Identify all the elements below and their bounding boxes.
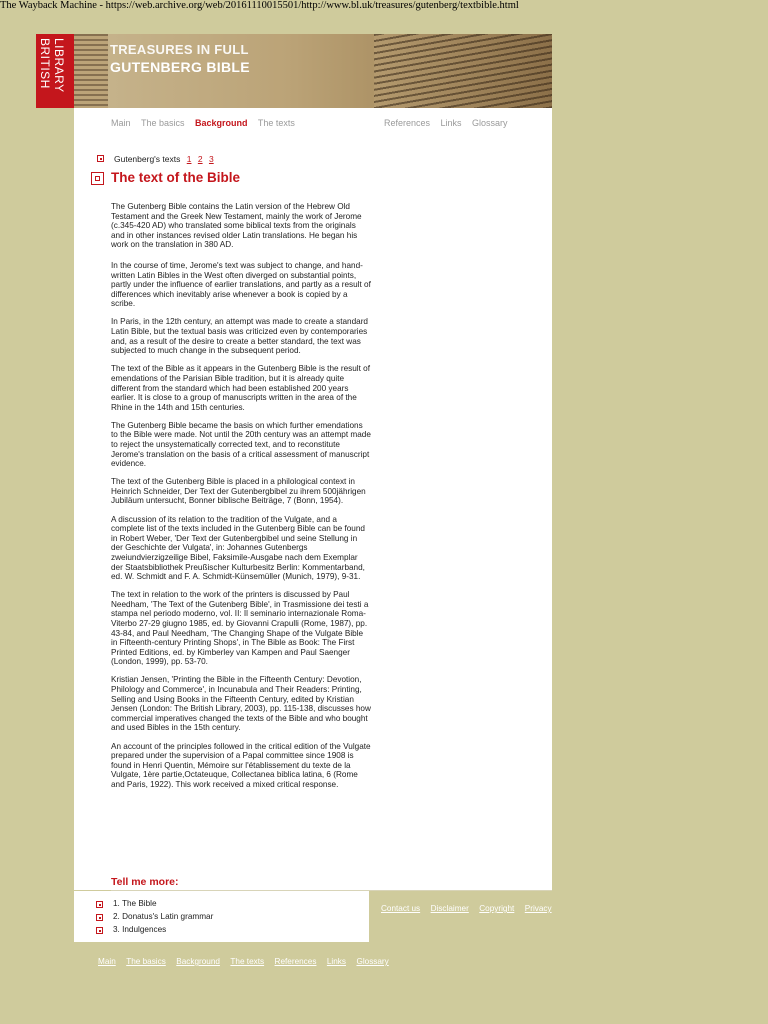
nav-the-basics[interactable]: The basics [140, 118, 185, 128]
nav-the-texts[interactable]: The texts [257, 118, 295, 128]
nav-references[interactable]: References [384, 118, 431, 128]
pager-link-3[interactable]: 3 [208, 154, 214, 164]
banner-manuscript-image [74, 34, 108, 108]
bottom-nav-references[interactable]: References [274, 957, 317, 966]
banner-title: GUTENBERG BIBLE [110, 59, 250, 75]
footer-links [381, 898, 558, 916]
nav-glossary[interactable]: Glossary [471, 118, 508, 128]
paragraph: A discussion of its relation to the tradition of the Vulgate, and a complete list of the texts included in the Gutenberg Bible can be found in Robert Weber, 'Der Text der Gutenbergbibel und seine Stellung in der Geschichte der Vulgata', in: Johannes Gutenbergs zweiundvierzigzeilige Bibel, Faksimile-Ausgabe nach dem Exemplar der Staatsbibliothek Preußischer Kulturbesitz Berlin: Kommentarband, ed. W. Schmidt and F. A. Schmidt-Künsemüller (Munich, 1979), 9-31. [111, 514, 365, 582]
bullet-box-icon [96, 927, 103, 934]
paragraph: The Gutenberg Bible became the basis on which further emendations to the Bible were made. Not until the 20th century was an attempt made to reject the unsystematically corrected text, and to reconstitute Jerome's translation on the basis of a critical assessment of manuscript evidence. [111, 420, 371, 469]
banner-bible-page-image [374, 34, 552, 108]
banner-subtitle: TREASURES IN FULL [110, 42, 249, 57]
bottom-nav-glossary[interactable]: Glossary [356, 957, 389, 966]
footer-disclaimer-link[interactable]: Disclaimer [430, 904, 469, 913]
bottom-nav [98, 951, 395, 969]
content-panel [74, 130, 552, 890]
footer-copyright-link[interactable]: Copyright [479, 904, 515, 913]
paragraph: The text in relation to the work of the printers is discussed by Paul Needham, 'The Text of the Gutenberg Bible', in Trasmissione dei testi a stampa nel periodo moderno, vol. II: Il seminario internazionale Roma-Viterbo 27-29 giugno 1985, ed. by Giovanni Crapulli (Rome, 1987), pp. 43-84, and Paul Needham, 'The Changing Shape of the Vulgate Bible in Fifteenth-century Printing Shops', in The Bible as Book: The First Printed Editions, ed. by Kimberley van Kampen and Paul Saenger (London, 1999), pp. 53-70. [111, 590, 369, 667]
bullet-box-icon [96, 914, 103, 921]
top-nav [74, 108, 552, 131]
footer-contact-link[interactable]: Contact us [381, 904, 421, 913]
bottom-nav-the-basics[interactable]: The basics [126, 957, 166, 966]
top-nav-primary [111, 113, 301, 131]
banner [74, 34, 552, 108]
section-pager-label: Gutenberg's texts [114, 154, 181, 164]
logo-line-library: LIBRARY [52, 38, 66, 93]
paragraph: In the course of time, Jerome's text was subject to change, and hand-written Latin Bibles in the West often diverged on substantial points, partly under the influence of earlier translations, and partly as a result of differences which inevitably arise whenever a book is copied by a scribe. [111, 260, 371, 309]
page-title: The text of the Bible [111, 170, 241, 185]
tell-me-more-heading: Tell me more: [111, 876, 179, 888]
nav-main[interactable]: Main [111, 118, 131, 128]
paragraph: The text of the Bible as it appears in the Gutenberg Bible is the result of emendations of the Parisian Bible tradition, but it is already quite different from the standard which had been established 200 years earlier. It is close to a group of manuscripts written in the area of the Rhine in the 14th and 15th centuries. [111, 364, 370, 412]
wayback-header: The Wayback Machine - https://web.archive.org/web/20161110015501/http://www.bl.uk/treasures/gutenberg/textbible.html [0, 0, 519, 11]
paragraph: An account of the principles followed in the critical edition of the Vulgate prepared under the supervision of a Papal committee since 1908 is found in Henri Quentin, Mémoire sur l'établissement du texte de la Vulgate, 1ère partie,Octateuque, Collectanea biblica latina, 6 (Rome and Paris, 1922). This work received a mixed critical response. [111, 741, 371, 789]
pager-link-2[interactable]: 2 [197, 154, 203, 164]
tell-more-link-donatus[interactable]: 2. Donatus's Latin grammar [113, 912, 214, 921]
footer-privacy-link[interactable]: Privacy [524, 904, 552, 913]
bullet-box-icon [97, 155, 104, 162]
paragraph: Kristian Jensen, 'Printing the Bible in the Fifteenth Century: Devotion, Philology and Commerce', in Incunabula and Their Readers: Printing, Selling and Using Books in the Fifteenth Century, edited by Kristian Jensen (London: The British Library, 2003), pp. 115-138, discusses how commercial imperatives changed the texts of the Bible and who bought and used Bibles in the 15th century. [111, 675, 371, 733]
bottom-nav-the-texts[interactable]: The texts [230, 957, 265, 966]
bottom-nav-links[interactable]: Links [326, 957, 346, 966]
paragraph: In Paris, in the 12th century, an attempt was made to create a standard Latin Bible, but the textual basis was criticized even by contemporaries and, as a result of the desire to create a better standard, the text was subjected to much change in the subsequent period. [111, 317, 368, 356]
top-nav-secondary [384, 113, 513, 131]
bottom-nav-main[interactable]: Main [98, 957, 116, 966]
british-library-logo[interactable] [36, 34, 74, 108]
article-body [111, 202, 371, 798]
title-box-icon [91, 172, 104, 185]
paragraph: The Gutenberg Bible contains the Latin version of the Hebrew Old Testament and the Greek New Testament, mainly the work of Jerome (c.345-420 AD) who translated some biblical texts from the originals and in other instances revised older Latin translations. He began his work on the translation in 380 AD. [111, 202, 362, 250]
paragraph: The text of the Gutenberg Bible is placed in a philological context in Heinrich Schneider, Der Text der Gutenbergbibel zu ihrem 500jährigen Jubiläum untersucht, Bonner biblische Beiträge, 7 (Bonn, 1954). [111, 477, 366, 506]
tell-me-more-list [74, 891, 369, 942]
nav-background[interactable]: Background [194, 118, 248, 128]
tell-more-link-bible[interactable]: 1. The Bible [113, 899, 157, 908]
pager-link-1[interactable]: 1 [186, 154, 192, 164]
nav-links[interactable]: Links [440, 118, 462, 128]
bullet-box-icon [96, 901, 103, 908]
section-pager [114, 154, 214, 164]
tell-more-link-indulgences[interactable]: 3. Indulgences [113, 925, 167, 934]
bottom-nav-background[interactable]: Background [176, 957, 220, 966]
logo-line-british: BRITISH [38, 38, 52, 89]
